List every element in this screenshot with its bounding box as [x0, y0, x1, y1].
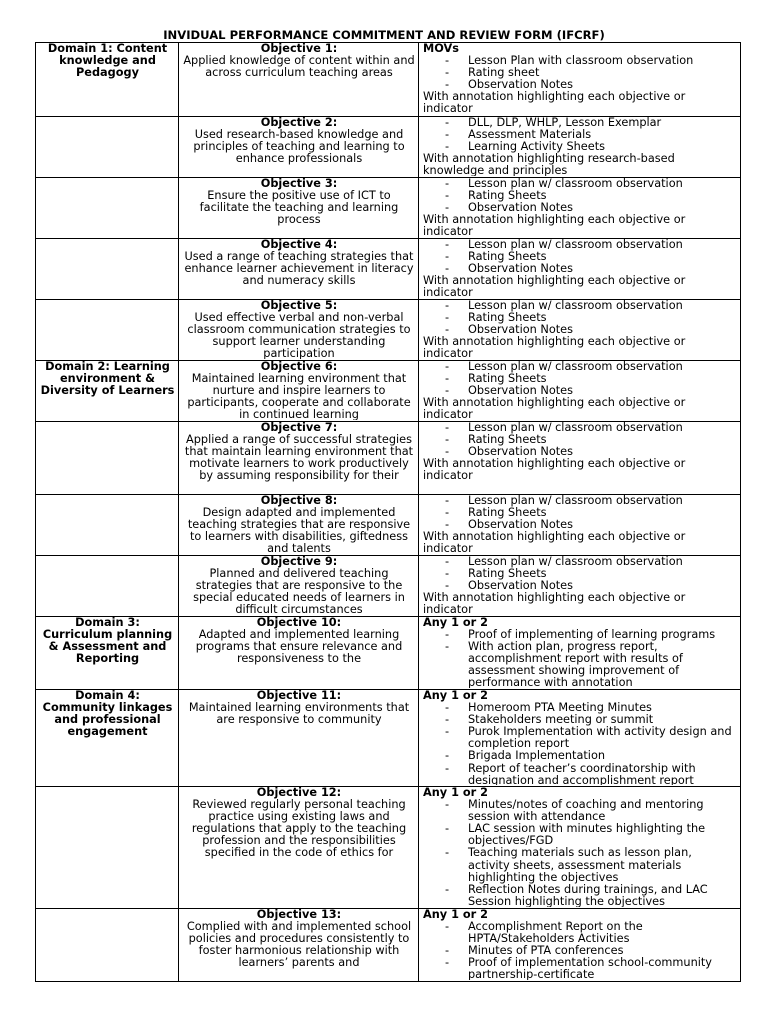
objective-description: Adapted and implemented learning programs that ensure relevance and responsiveness to the	[195, 628, 403, 666]
mov-item: - Observation Notes	[423, 263, 737, 275]
objective-row	[36, 556, 741, 617]
mov-item: - Learning Activity Sheets	[423, 141, 737, 153]
mov-item: - Minutes of PTA conferences	[423, 945, 737, 957]
domain-cell	[36, 300, 179, 361]
mov-annotation-note: With annotation highlighting each objective or indicator	[423, 591, 686, 615]
objective-description: Used effective verbal and non-verbal classroom communication strategies to support learner understanding participation	[187, 311, 411, 359]
objective-title: Objective 3:	[260, 178, 338, 190]
mov-item: - Observation Notes	[423, 580, 737, 592]
objective-title: Objective 10:	[256, 617, 342, 629]
objective-row	[36, 117, 741, 178]
mov-cell	[419, 556, 741, 617]
domain-cell	[36, 909, 179, 982]
mov-annotation-note: With annotation highlighting each objective or indicator	[423, 90, 686, 115]
domain-label: Domain 1: Content knowledge and Pedagogy	[47, 42, 168, 80]
mov-item: - LAC session with minutes highlighting the objectives/FGD	[423, 823, 737, 847]
mov-annotation-note: With annotation highlighting each objective or indicator	[423, 530, 686, 554]
mov-annotation-note: With annotation highlighting each objective or indicator	[423, 335, 686, 359]
mov-item: - Observation Notes	[423, 519, 737, 531]
mov-cell	[419, 787, 741, 909]
mov-cell	[419, 495, 741, 556]
mov-item: - With action plan, progress report, accomplishment report with results of assessment showing improvement of performance with annotation	[423, 641, 737, 688]
objective-cell	[179, 617, 419, 690]
mov-item: - Lesson plan w/ classroom observation	[423, 178, 737, 190]
mov-item: - Teaching materials such as lesson plan, activity sheets, assessment materials highlighting the objectives	[423, 847, 737, 883]
mov-item: - Rating Sheets	[423, 312, 737, 324]
objective-row	[36, 495, 741, 556]
objective-title: Objective 11:	[256, 690, 342, 702]
mov-list	[423, 178, 737, 214]
mov-list	[423, 556, 737, 592]
mov-item: - Rating Sheets	[423, 251, 737, 263]
objective-description: Maintained learning environment that nurture and inspire learners to participants, cooperate and collaborate in continued learning	[187, 372, 411, 420]
mov-list	[423, 239, 737, 275]
mov-heading: Any 1 or 2	[423, 787, 489, 799]
domain-cell	[36, 239, 179, 300]
mov-annotation-note: With annotation highlighting each objective or indicator	[423, 274, 686, 298]
objective-description: Applied a range of successful strategies that maintain learning environment that motivate learners to work productively by assuming responsibility for their	[184, 433, 414, 483]
mov-annotation-note: With annotation highlighting research-based knowledge and principles	[423, 152, 675, 176]
mov-list	[423, 799, 737, 907]
domain-cell	[36, 43, 179, 117]
mov-cell	[419, 422, 741, 495]
objective-cell	[179, 300, 419, 361]
objective-description: Used a range of teaching strategies that enhance learner achievement in literacy and numeracy skills	[184, 250, 414, 288]
objective-row	[36, 787, 741, 909]
mov-item: - Purok Implementation with activity design and completion report	[423, 726, 737, 750]
mov-item: - Reflection Notes during trainings, and LAC Session highlighting the objectives	[423, 884, 737, 907]
objective-cell	[179, 361, 419, 422]
objective-description: Maintained learning environments that are responsive to community	[188, 701, 410, 727]
objective-title: Objective 13:	[256, 909, 342, 921]
objective-row	[36, 617, 741, 690]
objective-row	[36, 300, 741, 361]
domain-cell	[36, 556, 179, 617]
domain-label: Domain 4: Community linkages and professional engagement	[42, 689, 173, 739]
objective-title: Objective 9:	[260, 556, 338, 568]
mov-item: - Observation Notes	[423, 446, 737, 458]
objective-cell	[179, 909, 419, 982]
mov-item: - Proof of implementation school-community partnership-certificate	[423, 957, 737, 980]
objective-cell	[179, 239, 419, 300]
mov-item: - Rating Sheets	[423, 434, 737, 446]
objective-description: Reviewed regularly personal teaching practice using existing laws and regulations that apply to the teaching profession and the responsibilities specified in the code of ethics for	[191, 798, 407, 860]
objective-title: Objective 12:	[256, 787, 342, 799]
mov-cell	[419, 300, 741, 361]
objective-description: Ensure the positive use of ICT to facilitate the teaching and learning process	[199, 189, 399, 227]
objective-cell	[179, 117, 419, 178]
domain-cell	[36, 495, 179, 556]
mov-annotation-note: With annotation highlighting each objective or indicator	[423, 396, 686, 420]
mov-item: - Lesson plan w/ classroom observation	[423, 361, 737, 373]
objective-cell	[179, 556, 419, 617]
mov-item: - Brigada Implementation	[423, 750, 737, 762]
domain-cell	[36, 361, 179, 422]
objective-row	[36, 690, 741, 787]
objective-title: Objective 6:	[260, 361, 338, 373]
objective-row	[36, 239, 741, 300]
objective-description: Used research-based knowledge and principles of teaching and learning to enhance professionals	[193, 128, 405, 166]
objective-title: Objective 4:	[260, 239, 338, 251]
mov-item: - Observation Notes	[423, 385, 737, 397]
mov-item: - Rating Sheets	[423, 373, 737, 385]
mov-item: - Accomplishment Report on the HPTA/Stakeholders Activities	[423, 921, 737, 945]
mov-item: - Assessment Materials	[423, 129, 737, 141]
mov-item: - Minutes/notes of coaching and mentoring session with attendance	[423, 799, 737, 823]
ipcrf-table-body	[36, 43, 741, 982]
mov-cell	[419, 909, 741, 982]
mov-list	[423, 361, 737, 397]
objective-cell	[179, 690, 419, 787]
domain-cell	[36, 422, 179, 495]
objective-title: Objective 2:	[260, 117, 338, 129]
mov-item: - Observation Notes	[423, 79, 737, 91]
mov-item: - Lesson plan w/ classroom observation	[423, 556, 737, 568]
domain-cell	[36, 787, 179, 909]
mov-list	[423, 55, 737, 91]
objective-title: Objective 8:	[260, 495, 338, 507]
mov-item: - Lesson plan w/ classroom observation	[423, 239, 737, 251]
mov-item: - Lesson plan w/ classroom observation	[423, 422, 737, 434]
mov-list	[423, 495, 737, 531]
mov-cell	[419, 239, 741, 300]
mov-item: - Rating Sheets	[423, 568, 737, 580]
objective-row	[36, 361, 741, 422]
domain-cell	[36, 178, 179, 239]
mov-cell	[419, 178, 741, 239]
mov-item: - Homeroom PTA Meeting Minutes	[423, 702, 737, 714]
objective-description: Design adapted and implemented teaching strategies that are responsive to learners with disabilities, giftedness and talents	[187, 506, 411, 554]
objective-description: Complied with and implemented school policies and procedures consistently to foster harmonious relationship with learners’ parents and	[186, 920, 412, 970]
mov-item: - Rating sheet	[423, 67, 737, 79]
mov-item: - Observation Notes	[423, 202, 737, 214]
domain-cell	[36, 117, 179, 178]
objective-cell	[179, 178, 419, 239]
mov-cell	[419, 117, 741, 178]
mov-list	[423, 629, 737, 688]
objective-row	[36, 43, 741, 117]
mov-list	[423, 117, 737, 153]
mov-item: - Lesson Plan with classroom observation	[423, 55, 737, 67]
objective-row	[36, 422, 741, 495]
mov-annotation-note: With annotation highlighting each objective or indicator	[423, 213, 686, 237]
mov-item: - Lesson plan w/ classroom observation	[423, 300, 737, 312]
mov-item: - Report of teacher’s coordinatorship with designation and accomplishment report	[423, 763, 737, 785]
domain-label: Domain 2: Learning environment & Diversity of Learners	[40, 360, 175, 398]
objective-cell	[179, 787, 419, 909]
mov-item: - DLL, DLP, WHLP, Lesson Exemplar	[423, 117, 737, 129]
form-title: INVIDUAL PERFORMANCE COMMITMENT AND REVIEW FORM (IFCRF)	[163, 28, 605, 42]
mov-cell	[419, 690, 741, 787]
mov-item: - Rating Sheets	[423, 507, 737, 519]
mov-item: - Lesson plan w/ classroom observation	[423, 495, 737, 507]
mov-list	[423, 300, 737, 336]
objective-description: Planned and delivered teaching strategies that are responsive to the special educated needs of learners in difficult circumstances	[193, 567, 405, 615]
objective-cell	[179, 495, 419, 556]
ipcrf-table	[35, 42, 741, 982]
mov-list	[423, 702, 737, 785]
mov-annotation-note: With annotation highlighting each objective or indicator	[423, 457, 686, 483]
mov-heading: MOVs	[423, 43, 460, 55]
mov-item: - Rating Sheets	[423, 190, 737, 202]
domain-cell	[36, 617, 179, 690]
mov-item: - Stakeholders meeting or summit	[423, 714, 737, 726]
mov-item: - Proof of implementing of learning programs	[423, 629, 737, 641]
objective-cell	[179, 422, 419, 495]
mov-cell	[419, 361, 741, 422]
mov-item: - Observation Notes	[423, 324, 737, 336]
objective-row	[36, 178, 741, 239]
mov-heading: Any 1 or 2	[423, 617, 489, 629]
objective-description: Applied knowledge of content within and across curriculum teaching areas	[183, 54, 415, 80]
mov-cell	[419, 617, 741, 690]
domain-cell	[36, 690, 179, 787]
objective-row	[36, 909, 741, 982]
mov-heading: Any 1 or 2	[423, 909, 489, 921]
objective-cell	[179, 43, 419, 117]
objective-title: Objective 1:	[260, 43, 338, 55]
mov-list	[423, 921, 737, 980]
mov-list	[423, 422, 737, 458]
domain-label: Domain 3: Curriculum planning & Assessment and Reporting	[42, 616, 173, 666]
objective-title: Objective 5:	[260, 300, 338, 312]
mov-heading: Any 1 or 2	[423, 690, 489, 702]
objective-title: Objective 7:	[260, 422, 338, 434]
mov-cell	[419, 43, 741, 117]
